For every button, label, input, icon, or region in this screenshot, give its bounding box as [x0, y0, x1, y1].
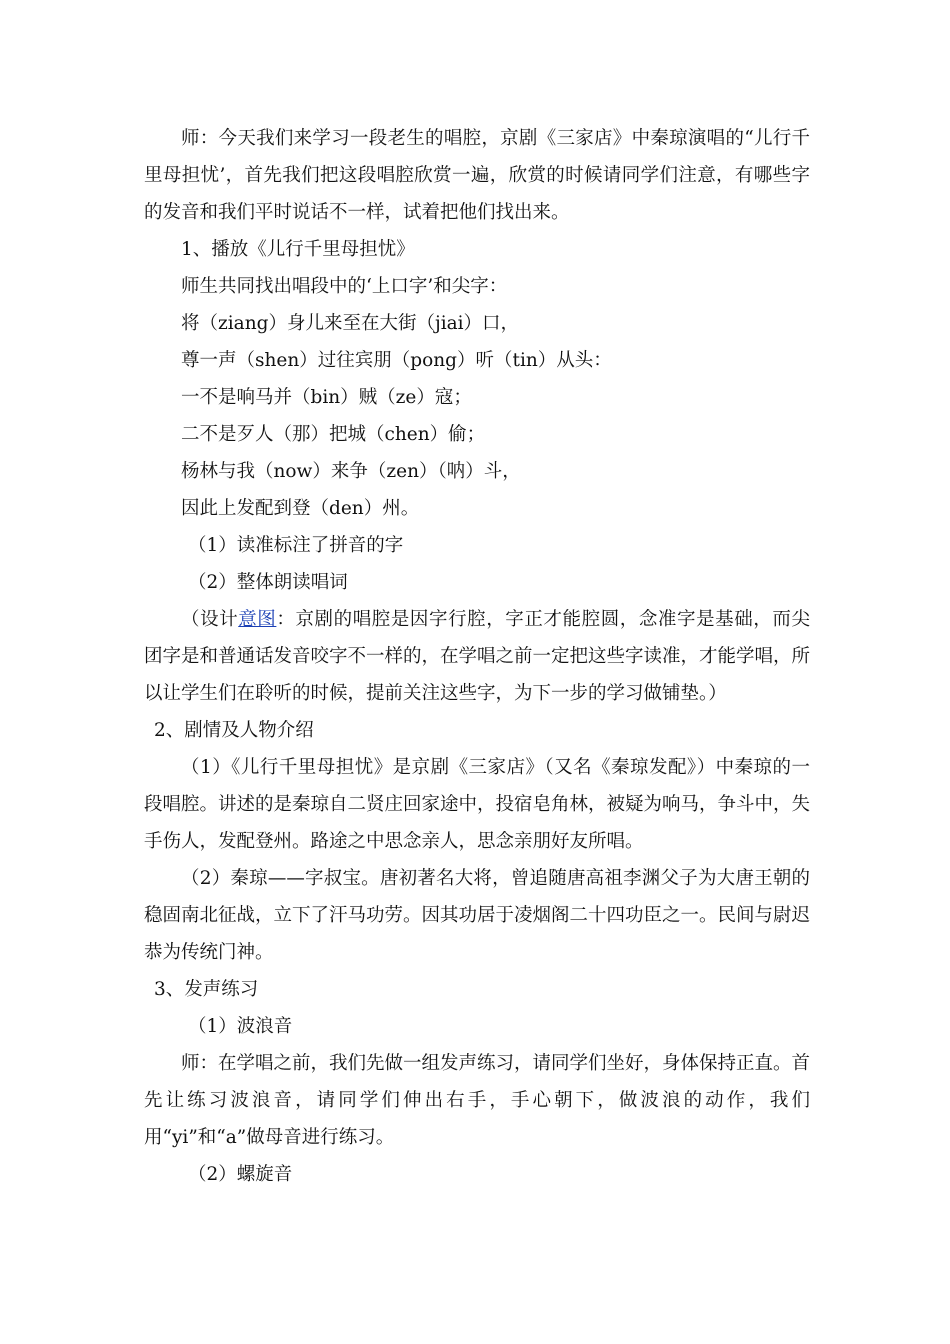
intro-paragraph: 师：今天我们来学习一段老生的唱腔，京剧《三家店》中秦琼演唱的“儿行千里母担忧’，首先我们把这段唱腔欣赏一遍，欣赏的时候请同学们注意，有哪些字的发音和我们平时说话不一样，试着把他们找出来。: [144, 128, 810, 223]
document-body: [144, 120, 810, 1193]
design-intent-link[interactable]: 意图: [238, 609, 277, 630]
step1-heading: 1、播放《儿行千里母担忧》: [181, 239, 415, 260]
step1-sub2: （2）整体朗读唱词: [188, 572, 348, 593]
step3-sub2: （2）螺旋音: [188, 1164, 293, 1185]
lyric-line: 因此上发配到登（den）州。: [181, 498, 420, 519]
vocal-exercise-paragraph: 师：在学唱之前，我们先做一组发声练习，请同学们坐好，身体保持正直。首先让练习波浪音，请同学们伸出右手，手心朝下，做波浪的动作，我们用“yi”和“a”做母音进行练习。: [144, 1053, 811, 1148]
plot-paragraph: （1）《儿行千里母担忧》是京剧《三家店》（又名《秦琼发配》）中秦琼的一段唱腔。讲述的是秦琼自二贤庄回家途中，投宿皂角林，被疑为响马，争斗中，失手伤人，发配登州。路途之中思念亲人，思念亲朋好友所唱。: [144, 757, 811, 852]
lyric-line: 二不是歹人（那）把城（chen）偷；: [181, 424, 486, 445]
design-suffix: ：京剧的唱腔是因字行腔，字正才能腔圆，念准字是基础，而尖团字是和普通话发音咬字不一样的，在学唱之前一定把这些字读准，才能学唱，所以让学生们在聆听的时候，提前关注这些字，为下一步的学习做铺垫。）: [144, 609, 811, 704]
find-characters-line: 师生共同找出唱段中的‘上口字’和尖字：: [181, 276, 508, 297]
step3-heading: 3、发声练习: [154, 979, 259, 1000]
design-intent-paragraph: [144, 601, 810, 712]
step2-heading: 2、剧情及人物介绍: [154, 720, 314, 741]
lyric-line: 一不是响马并（bin）贼（ze）寇；: [181, 387, 472, 408]
design-prefix: （设计: [181, 609, 239, 630]
step1-sub1: （1）读准标注了拼音的字: [188, 535, 404, 556]
character-paragraph: （2）秦琼——字叔宝。唐初著名大将，曾追随唐高祖李渊父子为大唐王朝的稳固南北征战，立下了汗马功劳。因其功居于凌烟阁二十四功臣之一。民间与尉迟恭为传统门神。: [144, 868, 811, 963]
step3-sub1: （1）波浪音: [188, 1016, 293, 1037]
lyric-line: 杨林与我（now）来争（zen）（呐）斗，: [181, 461, 521, 482]
lyric-line: 将（ziang）身儿来至在大街（jiai）口，: [181, 313, 520, 334]
lyric-line: 尊一声（shen）过往宾朋（pong）听（tin）从头：: [181, 350, 612, 371]
